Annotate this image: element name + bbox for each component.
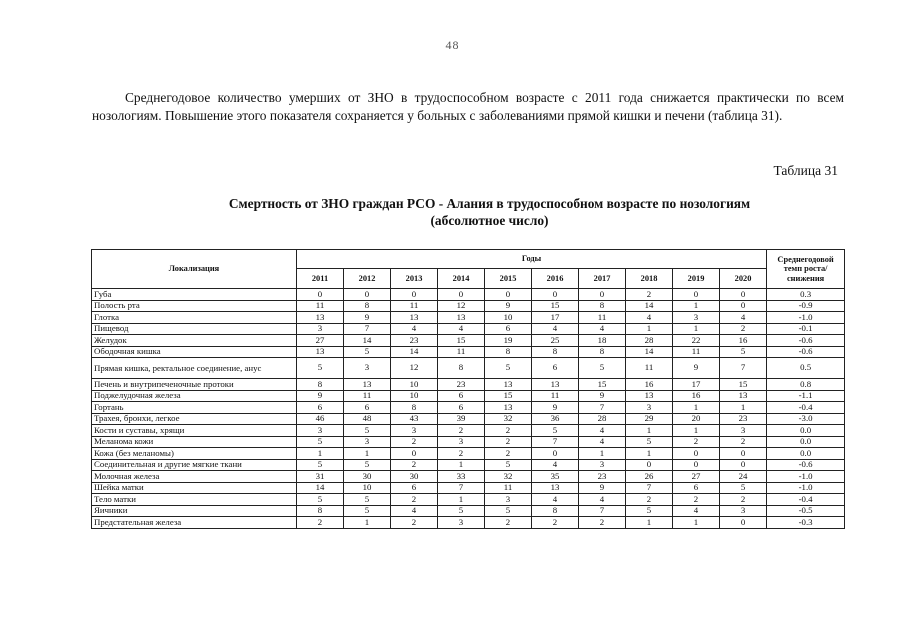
cell-value: 1 xyxy=(626,517,673,529)
cell-value: 1 xyxy=(626,425,673,437)
cell-value: 12 xyxy=(391,358,438,379)
table-row xyxy=(92,448,845,460)
cell-value: 27 xyxy=(297,335,344,347)
cell-value: 15 xyxy=(720,379,767,391)
cell-value: 3 xyxy=(438,517,485,529)
cell-value: 5 xyxy=(626,436,673,448)
cell-value: 2 xyxy=(438,425,485,437)
cell-growth-rate: -0.6 xyxy=(767,346,845,358)
cell-growth-rate: -0.6 xyxy=(767,335,845,347)
cell-localization: Гортань xyxy=(92,402,297,414)
table-row xyxy=(92,505,845,517)
cell-value: 43 xyxy=(391,413,438,425)
cell-value: 13 xyxy=(297,312,344,324)
cell-growth-rate: -0.3 xyxy=(767,517,845,529)
cell-value: 29 xyxy=(626,413,673,425)
cell-value: 31 xyxy=(297,471,344,483)
cell-value: 6 xyxy=(485,323,532,335)
cell-value: 11 xyxy=(344,390,391,402)
cell-value: 0 xyxy=(720,448,767,460)
cell-value: 17 xyxy=(673,379,720,391)
cell-localization: Прямая кишка, ректальное соединение, анус xyxy=(92,358,297,379)
cell-value: 8 xyxy=(297,505,344,517)
cell-value: 5 xyxy=(344,505,391,517)
cell-growth-rate: -1.0 xyxy=(767,312,845,324)
cell-growth-rate: -0.6 xyxy=(767,459,845,471)
table-row xyxy=(92,390,845,402)
cell-value: 0 xyxy=(532,448,579,460)
cell-value: 5 xyxy=(720,346,767,358)
cell-value: 13 xyxy=(720,390,767,402)
cell-value: 5 xyxy=(344,459,391,471)
cell-value: 15 xyxy=(532,300,579,312)
header-year: 2020 xyxy=(720,268,767,288)
cell-value: 13 xyxy=(344,379,391,391)
cell-value: 2 xyxy=(391,494,438,506)
cell-value: 10 xyxy=(485,312,532,324)
cell-value: 13 xyxy=(297,346,344,358)
cell-value: 2 xyxy=(485,517,532,529)
cell-value: 3 xyxy=(579,459,626,471)
cell-value: 7 xyxy=(344,323,391,335)
table-row xyxy=(92,312,845,324)
cell-value: 3 xyxy=(720,505,767,517)
cell-localization: Печень и внутрипеченочные протоки xyxy=(92,379,297,391)
cell-localization: Предстательная железа xyxy=(92,517,297,529)
cell-localization: Трахея, бронхи, легкое xyxy=(92,413,297,425)
cell-growth-rate: 0.0 xyxy=(767,425,845,437)
cell-value: 4 xyxy=(532,459,579,471)
cell-value: 8 xyxy=(579,300,626,312)
mortality-table xyxy=(91,249,845,529)
cell-value: 11 xyxy=(532,390,579,402)
cell-value: 27 xyxy=(673,471,720,483)
cell-growth-rate: -0.5 xyxy=(767,505,845,517)
header-growth-rate: Среднегодовой темп роста/ снижения xyxy=(767,250,845,289)
table-row xyxy=(92,346,845,358)
cell-value: 0 xyxy=(391,448,438,460)
cell-value: 5 xyxy=(532,425,579,437)
cell-value: 23 xyxy=(438,379,485,391)
cell-value: 2 xyxy=(626,289,673,301)
cell-value: 3 xyxy=(485,494,532,506)
table-row xyxy=(92,494,845,506)
cell-value: 9 xyxy=(344,312,391,324)
cell-value: 0 xyxy=(720,517,767,529)
cell-value: 3 xyxy=(297,425,344,437)
cell-value: 2 xyxy=(438,448,485,460)
cell-value: 6 xyxy=(673,482,720,494)
cell-value: 5 xyxy=(297,436,344,448)
cell-value: 8 xyxy=(438,358,485,379)
cell-value: 36 xyxy=(532,413,579,425)
cell-growth-rate: 0.0 xyxy=(767,436,845,448)
cell-value: 8 xyxy=(297,379,344,391)
cell-value: 5 xyxy=(297,358,344,379)
cell-value: 16 xyxy=(673,390,720,402)
cell-localization: Кости и суставы, хрящи xyxy=(92,425,297,437)
cell-growth-rate: -1.1 xyxy=(767,390,845,402)
cell-value: 1 xyxy=(344,448,391,460)
cell-value: 9 xyxy=(532,402,579,414)
cell-value: 0 xyxy=(673,459,720,471)
cell-value: 33 xyxy=(438,471,485,483)
header-year: 2015 xyxy=(485,268,532,288)
cell-value: 14 xyxy=(297,482,344,494)
cell-localization: Кожа (без меланомы) xyxy=(92,448,297,460)
body-paragraph: Среднегодовое количество умерших от ЗНО в трудоспособном возрасте с 2011 года снижается практически по всем нозологиям. Повышение этого показателя сохраняется у больных с заболеваниями прямой кишки и печени (таблица 31). xyxy=(92,90,844,124)
cell-growth-rate: -0.4 xyxy=(767,494,845,506)
cell-value: 32 xyxy=(485,471,532,483)
cell-value: 4 xyxy=(438,323,485,335)
cell-value: 23 xyxy=(720,413,767,425)
cell-value: 5 xyxy=(485,358,532,379)
table-row xyxy=(92,300,845,312)
cell-value: 1 xyxy=(720,402,767,414)
cell-value: 5 xyxy=(485,505,532,517)
cell-value: 5 xyxy=(344,425,391,437)
cell-value: 13 xyxy=(626,390,673,402)
cell-growth-rate: -3.0 xyxy=(767,413,845,425)
table-row xyxy=(92,323,845,335)
cell-value: 0 xyxy=(485,289,532,301)
table-row xyxy=(92,425,845,437)
cell-growth-rate: -1.0 xyxy=(767,482,845,494)
cell-value: 15 xyxy=(438,335,485,347)
cell-growth-rate: 0.5 xyxy=(767,358,845,379)
cell-value: 1 xyxy=(673,425,720,437)
cell-localization: Молочная железа xyxy=(92,471,297,483)
header-year: 2017 xyxy=(579,268,626,288)
cell-value: 5 xyxy=(626,505,673,517)
cell-value: 28 xyxy=(626,335,673,347)
cell-value: 12 xyxy=(438,300,485,312)
cell-value: 1 xyxy=(626,448,673,460)
cell-value: 6 xyxy=(391,482,438,494)
cell-value: 8 xyxy=(344,300,391,312)
cell-value: 11 xyxy=(297,300,344,312)
cell-value: 17 xyxy=(532,312,579,324)
cell-value: 25 xyxy=(532,335,579,347)
cell-value: 0 xyxy=(673,289,720,301)
cell-value: 3 xyxy=(391,425,438,437)
header-year: 2016 xyxy=(532,268,579,288)
cell-value: 1 xyxy=(344,517,391,529)
cell-value: 22 xyxy=(673,335,720,347)
cell-value: 15 xyxy=(579,379,626,391)
cell-value: 0 xyxy=(532,289,579,301)
cell-localization: Тело матки xyxy=(92,494,297,506)
cell-value: 7 xyxy=(720,358,767,379)
cell-value: 0 xyxy=(626,459,673,471)
cell-value: 1 xyxy=(673,300,720,312)
cell-value: 1 xyxy=(626,323,673,335)
cell-value: 32 xyxy=(485,413,532,425)
cell-value: 19 xyxy=(485,335,532,347)
cell-value: 30 xyxy=(344,471,391,483)
table-row xyxy=(92,358,845,379)
cell-value: 13 xyxy=(485,379,532,391)
cell-value: 2 xyxy=(391,517,438,529)
cell-value: 8 xyxy=(579,346,626,358)
cell-value: 5 xyxy=(297,459,344,471)
cell-value: 14 xyxy=(626,346,673,358)
cell-value: 13 xyxy=(438,312,485,324)
cell-localization: Желудок xyxy=(92,335,297,347)
cell-value: 16 xyxy=(720,335,767,347)
cell-localization: Ободочная кишка xyxy=(92,346,297,358)
cell-value: 2 xyxy=(673,494,720,506)
cell-value: 2 xyxy=(391,436,438,448)
cell-value: 1 xyxy=(673,402,720,414)
cell-value: 6 xyxy=(438,390,485,402)
cell-value: 5 xyxy=(485,459,532,471)
cell-value: 4 xyxy=(579,436,626,448)
cell-value: 28 xyxy=(579,413,626,425)
cell-value: 9 xyxy=(579,390,626,402)
cell-localization: Яичники xyxy=(92,505,297,517)
cell-value: 4 xyxy=(579,425,626,437)
cell-value: 4 xyxy=(532,494,579,506)
cell-value: 23 xyxy=(391,335,438,347)
cell-value: 46 xyxy=(297,413,344,425)
cell-value: 1 xyxy=(579,448,626,460)
cell-value: 20 xyxy=(673,413,720,425)
cell-value: 2 xyxy=(485,425,532,437)
table-title-line1: Смертность от ЗНО граждан РСО - Алания в трудоспособном возрасте по нозологиям xyxy=(228,196,751,211)
cell-growth-rate: 0.8 xyxy=(767,379,845,391)
header-year: 2014 xyxy=(438,268,485,288)
header-year: 2012 xyxy=(344,268,391,288)
cell-value: 23 xyxy=(579,471,626,483)
cell-value: 5 xyxy=(720,482,767,494)
table-row xyxy=(92,517,845,529)
header-localization: Локализация xyxy=(92,250,297,289)
cell-growth-rate: 0.3 xyxy=(767,289,845,301)
cell-value: 2 xyxy=(485,436,532,448)
cell-value: 11 xyxy=(485,482,532,494)
cell-value: 5 xyxy=(344,346,391,358)
cell-value: 4 xyxy=(579,323,626,335)
cell-value: 8 xyxy=(485,346,532,358)
cell-value: 14 xyxy=(391,346,438,358)
cell-value: 5 xyxy=(579,358,626,379)
cell-value: 2 xyxy=(720,494,767,506)
cell-value: 11 xyxy=(673,346,720,358)
cell-localization: Поджелудочная железа xyxy=(92,390,297,402)
cell-value: 5 xyxy=(344,494,391,506)
cell-value: 6 xyxy=(532,358,579,379)
cell-value: 0 xyxy=(344,289,391,301)
cell-growth-rate: -0.1 xyxy=(767,323,845,335)
header-years: Годы xyxy=(297,250,767,269)
cell-value: 2 xyxy=(532,517,579,529)
table-row xyxy=(92,402,845,414)
cell-value: 6 xyxy=(297,402,344,414)
cell-value: 35 xyxy=(532,471,579,483)
cell-value: 9 xyxy=(297,390,344,402)
cell-value: 10 xyxy=(391,390,438,402)
cell-value: 13 xyxy=(485,402,532,414)
cell-value: 8 xyxy=(532,346,579,358)
cell-value: 9 xyxy=(485,300,532,312)
cell-localization: Пищевод xyxy=(92,323,297,335)
cell-value: 4 xyxy=(391,323,438,335)
cell-localization: Соединительная и другие мягкие ткани xyxy=(92,459,297,471)
cell-value: 2 xyxy=(485,448,532,460)
cell-value: 0 xyxy=(720,300,767,312)
cell-localization: Шейка матки xyxy=(92,482,297,494)
page-number: 48 xyxy=(445,38,460,52)
cell-value: 6 xyxy=(344,402,391,414)
cell-value: 13 xyxy=(532,379,579,391)
cell-value: 26 xyxy=(626,471,673,483)
cell-growth-rate: -1.0 xyxy=(767,471,845,483)
cell-value: 48 xyxy=(344,413,391,425)
table-row xyxy=(92,413,845,425)
cell-value: 10 xyxy=(344,482,391,494)
cell-value: 4 xyxy=(626,312,673,324)
cell-value: 7 xyxy=(532,436,579,448)
cell-value: 2 xyxy=(673,436,720,448)
cell-value: 1 xyxy=(673,323,720,335)
cell-value: 4 xyxy=(532,323,579,335)
cell-value: 0 xyxy=(438,289,485,301)
cell-value: 9 xyxy=(673,358,720,379)
cell-value: 2 xyxy=(297,517,344,529)
cell-value: 0 xyxy=(720,289,767,301)
cell-value: 7 xyxy=(579,402,626,414)
table-label: Таблица 31 xyxy=(773,163,838,178)
cell-value: 0 xyxy=(720,459,767,471)
cell-localization: Губа xyxy=(92,289,297,301)
cell-growth-rate: -0.4 xyxy=(767,402,845,414)
cell-value: 8 xyxy=(532,505,579,517)
cell-value: 1 xyxy=(438,459,485,471)
table-title-line2: (абсолютное число) xyxy=(430,213,549,228)
cell-value: 7 xyxy=(438,482,485,494)
cell-localization: Глотка xyxy=(92,312,297,324)
cell-value: 7 xyxy=(579,505,626,517)
cell-value: 1 xyxy=(438,494,485,506)
cell-value: 3 xyxy=(344,358,391,379)
cell-value: 8 xyxy=(391,402,438,414)
cell-value: 13 xyxy=(532,482,579,494)
table-row xyxy=(92,459,845,471)
cell-value: 2 xyxy=(391,459,438,471)
table-row xyxy=(92,289,845,301)
cell-growth-rate: -0.9 xyxy=(767,300,845,312)
cell-value: 11 xyxy=(391,300,438,312)
cell-value: 2 xyxy=(720,436,767,448)
table-title xyxy=(92,195,887,229)
cell-value: 18 xyxy=(579,335,626,347)
cell-value: 15 xyxy=(485,390,532,402)
cell-localization: Меланома кожи xyxy=(92,436,297,448)
cell-value: 13 xyxy=(391,312,438,324)
header-year: 2018 xyxy=(626,268,673,288)
cell-value: 0 xyxy=(579,289,626,301)
cell-value: 14 xyxy=(626,300,673,312)
cell-value: 1 xyxy=(297,448,344,460)
cell-value: 14 xyxy=(344,335,391,347)
table-row xyxy=(92,471,845,483)
cell-value: 2 xyxy=(720,323,767,335)
cell-value: 5 xyxy=(438,505,485,517)
cell-value: 3 xyxy=(673,312,720,324)
cell-value: 4 xyxy=(720,312,767,324)
cell-value: 3 xyxy=(626,402,673,414)
cell-value: 16 xyxy=(626,379,673,391)
cell-value: 4 xyxy=(579,494,626,506)
cell-value: 2 xyxy=(579,517,626,529)
cell-value: 3 xyxy=(720,425,767,437)
cell-value: 7 xyxy=(626,482,673,494)
table-row xyxy=(92,335,845,347)
table-body xyxy=(92,289,845,529)
cell-value: 11 xyxy=(626,358,673,379)
cell-value: 1 xyxy=(673,517,720,529)
cell-value: 4 xyxy=(673,505,720,517)
cell-growth-rate: 0.0 xyxy=(767,448,845,460)
cell-value: 4 xyxy=(391,505,438,517)
cell-value: 3 xyxy=(438,436,485,448)
cell-value: 0 xyxy=(297,289,344,301)
cell-value: 6 xyxy=(438,402,485,414)
table-row xyxy=(92,482,845,494)
cell-value: 39 xyxy=(438,413,485,425)
cell-value: 0 xyxy=(391,289,438,301)
cell-value: 10 xyxy=(391,379,438,391)
cell-value: 9 xyxy=(579,482,626,494)
table-row xyxy=(92,379,845,391)
header-year: 2019 xyxy=(673,268,720,288)
cell-value: 0 xyxy=(673,448,720,460)
cell-value: 11 xyxy=(438,346,485,358)
cell-value: 3 xyxy=(297,323,344,335)
cell-value: 5 xyxy=(297,494,344,506)
cell-value: 11 xyxy=(579,312,626,324)
cell-value: 3 xyxy=(344,436,391,448)
cell-value: 2 xyxy=(626,494,673,506)
header-year: 2013 xyxy=(391,268,438,288)
table-row xyxy=(92,436,845,448)
cell-localization: Полость рта xyxy=(92,300,297,312)
cell-value: 30 xyxy=(391,471,438,483)
cell-value: 24 xyxy=(720,471,767,483)
header-year: 2011 xyxy=(297,268,344,288)
